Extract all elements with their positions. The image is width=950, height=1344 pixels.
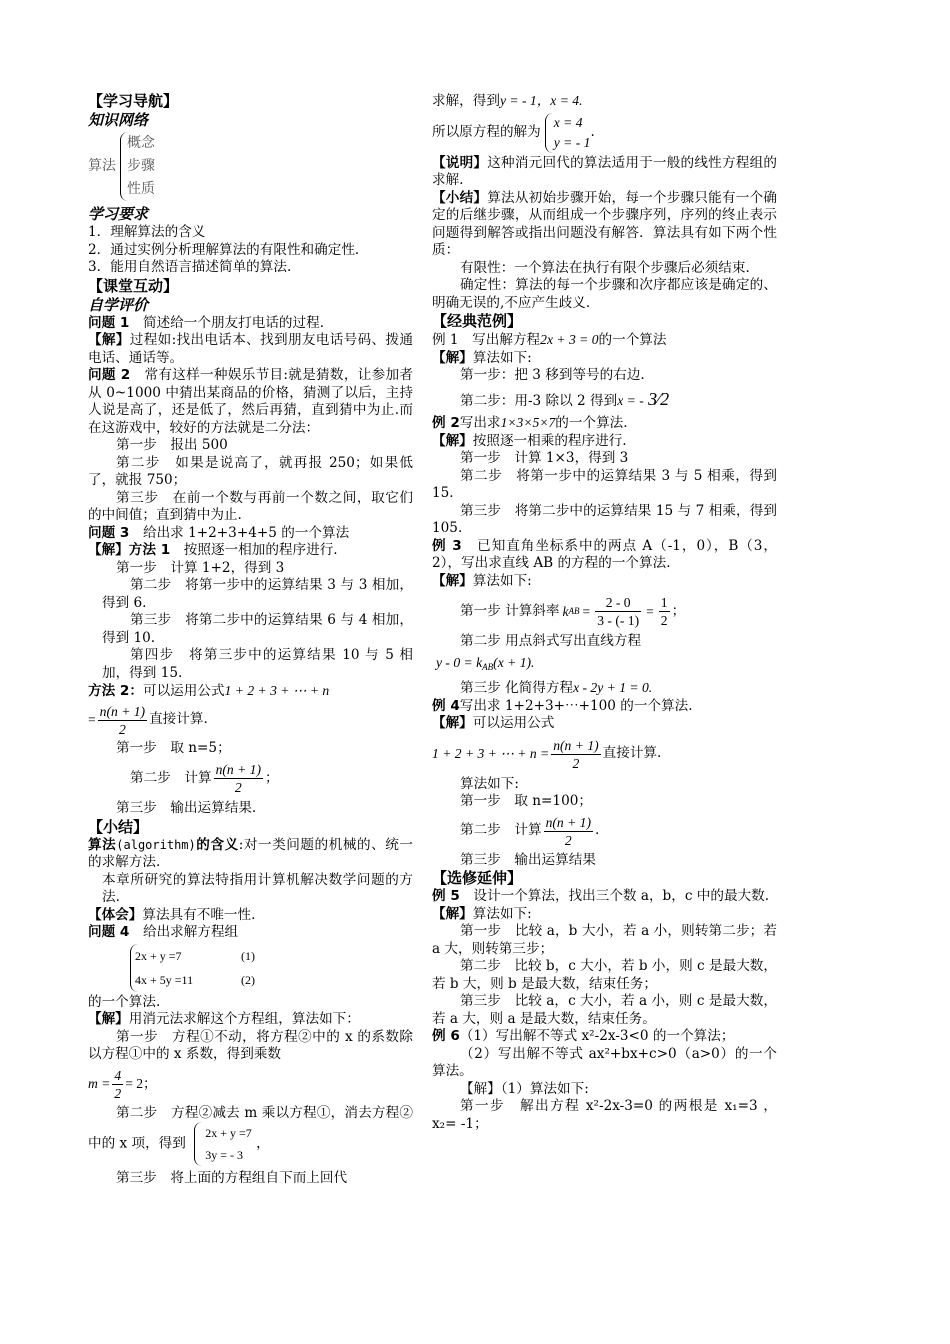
step-compute [432,814,777,849]
text: 可以运用公式 [472,715,555,731]
label: 【解】 [88,1011,129,1027]
label: 【体会】 [88,906,143,923]
note [432,155,777,190]
denominator: 2 [564,832,572,848]
label: 例 4 [432,697,460,714]
label: 算法 [88,836,117,853]
label: 问题 1 [88,314,130,331]
text: 算法如下: [472,905,532,922]
system-eq: 2x + y =7 [205,1126,252,1140]
step: 第一步 计算 1×3，得到 3 [460,450,629,466]
label: 例 1 [432,332,459,348]
equation-2-no: (2) [241,972,255,987]
section-heading-examples: 【经典范例】 [432,312,523,330]
step: 第二步 将第一步中的运算结果 3 与 3 相加，得到 6. [102,577,413,611]
section-heading-nav: 【学习导航】 [88,92,179,110]
label: 【解】 [432,572,473,589]
step: 第一步 计算 1+2，得到 3 [116,559,285,576]
formula: 1 + 2 + 3 + ⋯ + n [224,683,330,698]
example-3-answer [432,573,777,591]
text: 常有这样一种娱乐节目:就是猜数，让参加者从 0~1000 中猜出某商品的价格，猜测了以后，主持人说是高了，还是低了，然后再猜，直到猜中为止.而在这游戏中，较好的方法就是二分法： [88,367,413,436]
system-brace [130,944,255,992]
network-item: 概念 [127,135,155,151]
section-heading-class: 【课堂互动】 [88,276,179,295]
text: （1）算法如下: [500,1080,589,1097]
requirement-item: 3．能用自然语言描述简单的算法. [88,259,292,275]
left-column [88,92,413,1188]
m-eq: m = [88,1076,111,1092]
text: 的一个算法 [598,332,667,348]
label: 【解】 [88,332,130,348]
step: 第三步 将第二步中的运算结果 6 与 4 相加，得到 10. [102,612,413,646]
label: 【解】 [432,432,473,449]
system-brace [194,1122,252,1166]
step: 第三步 输出运算结果 [460,851,596,868]
text: 写出解方程 [458,332,541,348]
knowledge-network [88,132,413,201]
continuation [432,92,777,111]
solution [432,113,777,153]
solution-brace [545,113,591,153]
experience [88,907,413,925]
property-finite: 有限性：一个算法在执行有限个步骤后必须结束. [460,259,750,276]
numerator: 1 [660,595,668,610]
example-6-answer [432,1081,777,1099]
denominator: 2 [118,721,126,737]
step: 第二步 将第一步中的运算结果 3 与 5 相乘，得到 15. [432,467,777,501]
text: 已知直角坐标系中的两点 A（-1，0），B（3，2），写出求直线 AB 的方程的一个算法. [432,537,777,571]
label: 例 3 [432,537,462,554]
text: 的一个算法. [555,415,628,431]
fraction [98,703,147,738]
example-6-part-2: （2）写出解不等式 ax²+bx+c>0（a>0）的一个算法。 [432,1045,777,1079]
example-4-formula [432,737,777,772]
step: 第三步 在前一个数与再前一个数之间，取它们的中间值；直到猜中为止. [88,489,413,523]
text: 按照逐一相乘的程序进行. [472,432,627,449]
label: 【解】 [460,1080,501,1097]
text: 这种消元回代的算法适用于一般的线性方程组的求解. [432,154,777,188]
equals: = [582,603,591,619]
question-4 [88,924,413,942]
label: 【解】方法 1 [88,542,171,558]
network-brace [120,132,155,201]
k: k [562,603,569,619]
label: 方法 2： [88,683,143,699]
text: 第二步：用-3 除以 2 得到 [460,392,618,409]
fraction [214,761,263,796]
text: . [594,822,600,839]
text: 算法如下: [472,349,532,366]
step [432,679,777,698]
line-equation [432,654,777,677]
answer-4 [88,1011,413,1029]
example-5 [432,888,777,906]
step: 第二步 如果是说高了，就再报 250；如果低了，就报 750； [88,454,413,488]
math: y = - 1，x = 4. [499,93,583,108]
equals: = [88,712,96,728]
requirement-item: 1．理解算法的含义 [88,224,206,240]
right-column [432,92,777,1133]
denominator: 3 - (- 1) [597,613,640,628]
text: ； [264,769,279,786]
multiplier [88,1067,413,1102]
step: 第一步：把 3 移到等号的右边. [460,367,645,383]
text: :对一类问题的机械的、统一的求解方法. [88,836,413,870]
math: 2x + 3 = 0 [540,332,599,347]
step: 第一步 取 n=100； [460,793,592,809]
subheading-self: 自学评价 [88,295,149,314]
requirement-item: 2．通过实例分析理解算法的有限性和确定性. [88,241,360,258]
step-slope [432,594,777,629]
denominator: 2 [660,613,668,628]
method-2 [88,682,413,701]
section-heading-extension: 【选修延伸】 [432,869,523,887]
term: (algorithm) [116,837,196,852]
text: 求解，得到 [432,93,500,109]
example-6 [432,1028,777,1046]
summary-definition [88,837,413,872]
label: 【说明】 [432,154,488,171]
step: 第三步 将第二步中的运算结果 15 与 7 相乘，得到 105. [432,502,777,536]
step: 第三步 将上面的方程组自下而上回代 [116,1170,348,1186]
equation-system [88,944,413,992]
summary-2 [432,190,777,260]
math: (x + 1). [493,654,535,670]
step: 第一步 解出方程 x²-2x-3=0 的两根是 x₁=3 ，x₂= -1； [432,1098,777,1132]
step: 第一步 比较 a，b 大小，若 a 小，则转第二步；若 a 大，则转第三步； [432,923,777,957]
text: 算法从初始步骤开始，每一个步骤只能有一个确定的后继步骤，从而组成一个步骤序列，序列的终止表示问题得到解答或指出问题没有解答．算法具有如下两个性质： [432,189,777,258]
text: 用消元法求解这个方程组，算法如下： [128,1011,360,1027]
step-2 [88,1105,413,1167]
text: . [590,123,595,140]
numerator: 4 [114,1067,122,1083]
step: 第二步 比较 b，c 大小，若 b 小，则 c 是最大数，若 b 大，则 b 是最大数，结束任务； [432,958,777,992]
example-2 [432,414,777,433]
solution-x: x = 4 [553,114,583,130]
numerator: 2 - 0 [595,594,641,612]
question-4-tail: 的一个算法. [88,993,161,1010]
text: 给出求 1+2+3+4+5 的一个算法 [129,524,350,541]
k-sub: AB [568,605,580,616]
label: 【小结】 [432,189,488,206]
text: 简述给一个朋友打电话的过程. [129,314,325,331]
example-1-answer [432,350,777,368]
step: 第三步 比较 a，c 大小，若 a 小，则 c 是最大数，若 a 大，则 a 是最大数，结束任务。 [432,993,777,1027]
fraction [595,594,641,629]
property-definite: 确定性：算法的每一个步骤和次序都应该是确定的、明确无误的,不应产生歧义. [432,277,777,311]
text: 过程如:找出电话本、找到朋友电话号码、拨通电话、通话等。 [88,332,413,366]
fraction [544,814,593,849]
step: 第三步 输出运算结果. [116,800,257,816]
label: 的含义 [195,836,239,853]
text: 第一步 计算斜率 [460,602,560,619]
text: ， [256,1135,270,1152]
label: 【解】 [432,905,473,922]
network-root: 算法 [88,157,116,174]
example-4-answer [432,715,777,733]
question-1 [88,315,413,333]
question-3 [88,525,413,543]
equation-1-no: (1) [241,948,255,963]
equation-2: 4x + 5y =11 [135,972,194,987]
text: ； [671,602,686,619]
numerator: n(n + 1) [545,814,591,830]
text: 第二步 计算 [130,769,212,786]
section-heading-summary: 【小结】 [88,817,149,836]
numerator: n(n + 1) [99,703,146,719]
text: 算法如下: [472,572,532,589]
text: （1）写出解不等式 x²-2x-3<0 的一个算法； [459,1028,735,1044]
summary-text: 本章所研究的算法特指用计算机解决数学问题的方法. [102,871,413,905]
numerator: n(n + 1) [215,762,261,777]
math: x = - [617,392,644,408]
example-3 [432,538,777,573]
algo-intro: 算法如下: [460,775,519,792]
math: 1×3×5×7 [500,415,556,430]
subheading-requirements: 学习要求 [88,205,149,223]
step: 第一步 方程①不动，将方程②中的 x 的系数除以方程①中的 x 系数，得到乘数 [88,1028,413,1062]
text: 第二步 方程②减去 m 乘以方程①，消去方程②中的 x 项，得到 [88,1104,413,1152]
method-2-formula [88,703,413,738]
step: 第一步 报出 500 [116,437,228,453]
text: 写出求 1+2+3+⋯+100 的一个算法. [459,697,693,714]
text: 写出求 [459,415,501,431]
label: 【解】 [432,349,473,366]
numerator: n(n + 1) [553,737,599,753]
network-item: 步骤 [127,158,155,174]
answer-3 [88,542,413,560]
example-1 [432,331,777,350]
step [432,388,777,411]
label: 例 5 [432,888,460,904]
subheading-network: 知识网络 [88,111,149,129]
sub: AB [482,661,494,672]
solution-y: y = - 1 [553,134,591,150]
math: y - 0 = k [436,654,483,670]
formula: 1 + 2 + 3 + ⋯ + n = [432,746,550,762]
text: 第三步 化简得方程 [460,680,574,696]
text: 所以原方程的解为 [432,123,541,140]
text: 给出求解方程组 [129,924,239,940]
denominator: 2 [234,780,242,795]
example-4 [432,698,777,716]
question-2 [88,367,413,437]
text: 按照逐一相加的程序进行. [170,542,338,558]
step: 第二步 用点斜式写出直线方程 [460,633,642,649]
label: 问题 4 [88,924,130,940]
system-eq: 3y = - 3 [205,1148,243,1162]
fraction [112,1067,123,1102]
text: 直接计算. [149,711,208,728]
text: 算法具有不唯一性. [142,906,256,923]
fraction [551,737,600,772]
text: 直接计算. [602,745,662,762]
step-compute [88,761,413,796]
math: x - 2y + 1 = 0. [573,680,653,695]
label: 问题 2 [88,367,131,383]
step: 第四步 将第三步中的运算结果 10 与 5 相加，得到 15. [102,647,413,681]
label: 例 6 [432,1028,460,1044]
denominator: 2 [572,755,580,771]
label: 例 2 [432,415,460,431]
fraction [659,594,670,629]
m-tail: = 2； [125,1076,157,1092]
answer-1 [88,332,413,367]
text: 设计一个算法，找出三个数 a，b，c 中的最大数. [459,888,770,904]
text: 可以运用公式 [142,683,225,699]
label: 【解】 [432,715,473,731]
denominator: 2 [114,1085,122,1101]
text: 第二步 计算 [460,822,542,839]
label: 问题 3 [88,524,130,541]
math-fraction: 3⁄2 [648,388,670,409]
example-2-answer [432,433,777,451]
step: 第一步 取 n=5； [116,739,231,756]
equation-1: 2x + y =7 [135,948,182,963]
network-item: 性质 [127,181,155,197]
example-5-answer [432,906,777,924]
equals: = [646,603,654,619]
